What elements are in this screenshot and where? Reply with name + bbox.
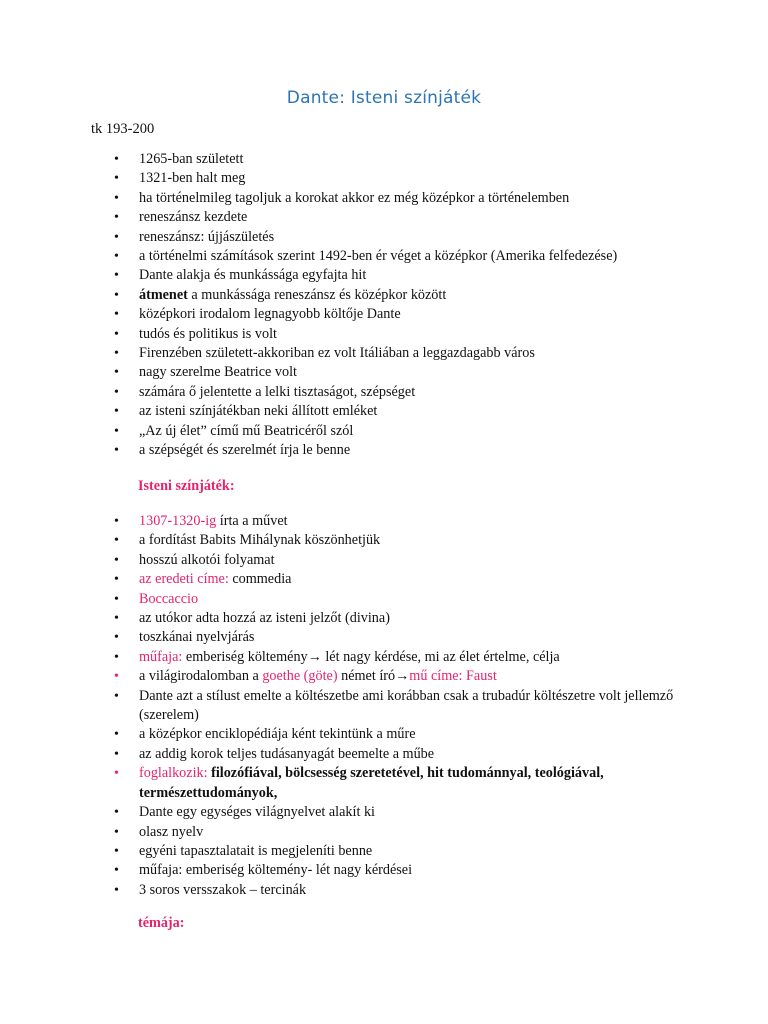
list-item: • számára ő jelentette a lelki tisztaságot, szépséget xyxy=(0,383,700,402)
list-item xyxy=(0,764,700,803)
list-item: • műfaja: emberiség költemény- lét nagy kérdései xyxy=(0,861,700,880)
list-item: • hosszú alkotói folyamat xyxy=(0,551,700,570)
section-heading-temaja: témája: xyxy=(138,915,185,931)
list-item xyxy=(0,570,700,589)
list-item xyxy=(0,667,700,686)
section-heading-isteni-szinjatek: Isteni színjáték: xyxy=(138,478,235,494)
list-item: • a történelmi számítások szerint 1492-ben ér véget a középkor (Amerika felfedezése) xyxy=(0,247,700,266)
list-item: • toszkánai nyelvjárás xyxy=(0,628,700,647)
list-item: • az utókor adta hozzá az isteni jelzőt (divina) xyxy=(0,609,700,628)
bullet-list-biography xyxy=(0,150,700,461)
highlight-text: Boccaccio xyxy=(139,590,199,607)
list-item: • Firenzében született-akkoriban ez volt Itáliában a leggazdagabb város xyxy=(0,344,700,363)
highlight-text: műfaja: xyxy=(139,648,183,665)
item-text: a világirodalomban a xyxy=(139,668,263,685)
list-item xyxy=(0,286,700,305)
highlight-text: goethe (göte) xyxy=(262,668,338,685)
list-item: • az isteni színjátékban neki állított emléket xyxy=(0,402,700,421)
list-item: • 3 soros versszakok – tercinák xyxy=(0,881,700,900)
list-item: • a középkor enciklopédiája ként tekintünk a műre xyxy=(0,725,700,744)
list-item: • ha történelmileg tagoljuk a korokat akkor ez még középkor a történelemben xyxy=(0,189,700,208)
list-item: • reneszánsz: újjászületés xyxy=(0,228,700,247)
highlight-text: mű címe: Faust xyxy=(409,668,497,685)
list-item: • a fordítást Babits Mihálynak köszönhetjük xyxy=(0,531,700,550)
item-text: írta a művet xyxy=(216,513,288,529)
list-item: • 1321-ben halt meg xyxy=(0,169,700,188)
highlight-text: az eredeti címe: xyxy=(139,571,229,588)
list-item xyxy=(0,648,700,667)
list-item: • „Az új élet” című mű Beatricéről szól xyxy=(0,422,700,441)
page-subtitle: tk 193-200 xyxy=(91,121,155,137)
list-item: • egyéni tapasztalatait is megjeleníti benne xyxy=(0,842,700,861)
page-title: Dante: Isteni színjáték xyxy=(286,88,482,108)
bold-term: átmenet xyxy=(139,286,188,303)
list-item xyxy=(0,590,700,609)
list-item: • nagy szerelme Beatrice volt xyxy=(0,363,700,382)
item-text: a munkássága reneszánsz és középkor között xyxy=(187,286,447,303)
list-item xyxy=(0,512,700,531)
item-text: emberiség költemény→ lét nagy kérdése, mi az élet értelme, célja xyxy=(182,648,560,665)
list-item: • az addig korok teljes tudásanyagát beemelte a műbe xyxy=(0,745,700,764)
list-item: • 1265-ban született xyxy=(0,150,700,169)
item-text: commedia xyxy=(228,571,292,588)
list-item: • tudós és politikus is volt xyxy=(0,325,700,344)
list-item: • középkori irodalom legnagyobb költője Dante xyxy=(0,305,700,324)
list-item: • reneszánsz kezdete xyxy=(0,208,700,227)
list-item: • Dante alakja és munkássága egyfajta hit xyxy=(0,266,700,285)
highlight-text: foglalkozik: xyxy=(139,765,208,782)
list-item: • a szépségét és szerelmét írja le benne xyxy=(0,441,700,460)
list-item: • olasz nyelv xyxy=(0,823,700,842)
list-item: • Dante azt a stílust emelte a költészetbe ami korábban csak a trubadúr költészetre volt jellemző (szerelem) xyxy=(0,687,700,726)
bullet-list-work xyxy=(0,512,700,900)
item-text: német író→ xyxy=(337,668,410,685)
bold-term: filozófiával, bölcsesség szeretetével, hit tudománnyal, teológiával, természettudományok, xyxy=(139,765,604,801)
list-item: • Dante egy egységes világnyelvet alakít ki xyxy=(0,803,700,822)
highlight-text: 1307-1320-ig xyxy=(139,513,217,529)
